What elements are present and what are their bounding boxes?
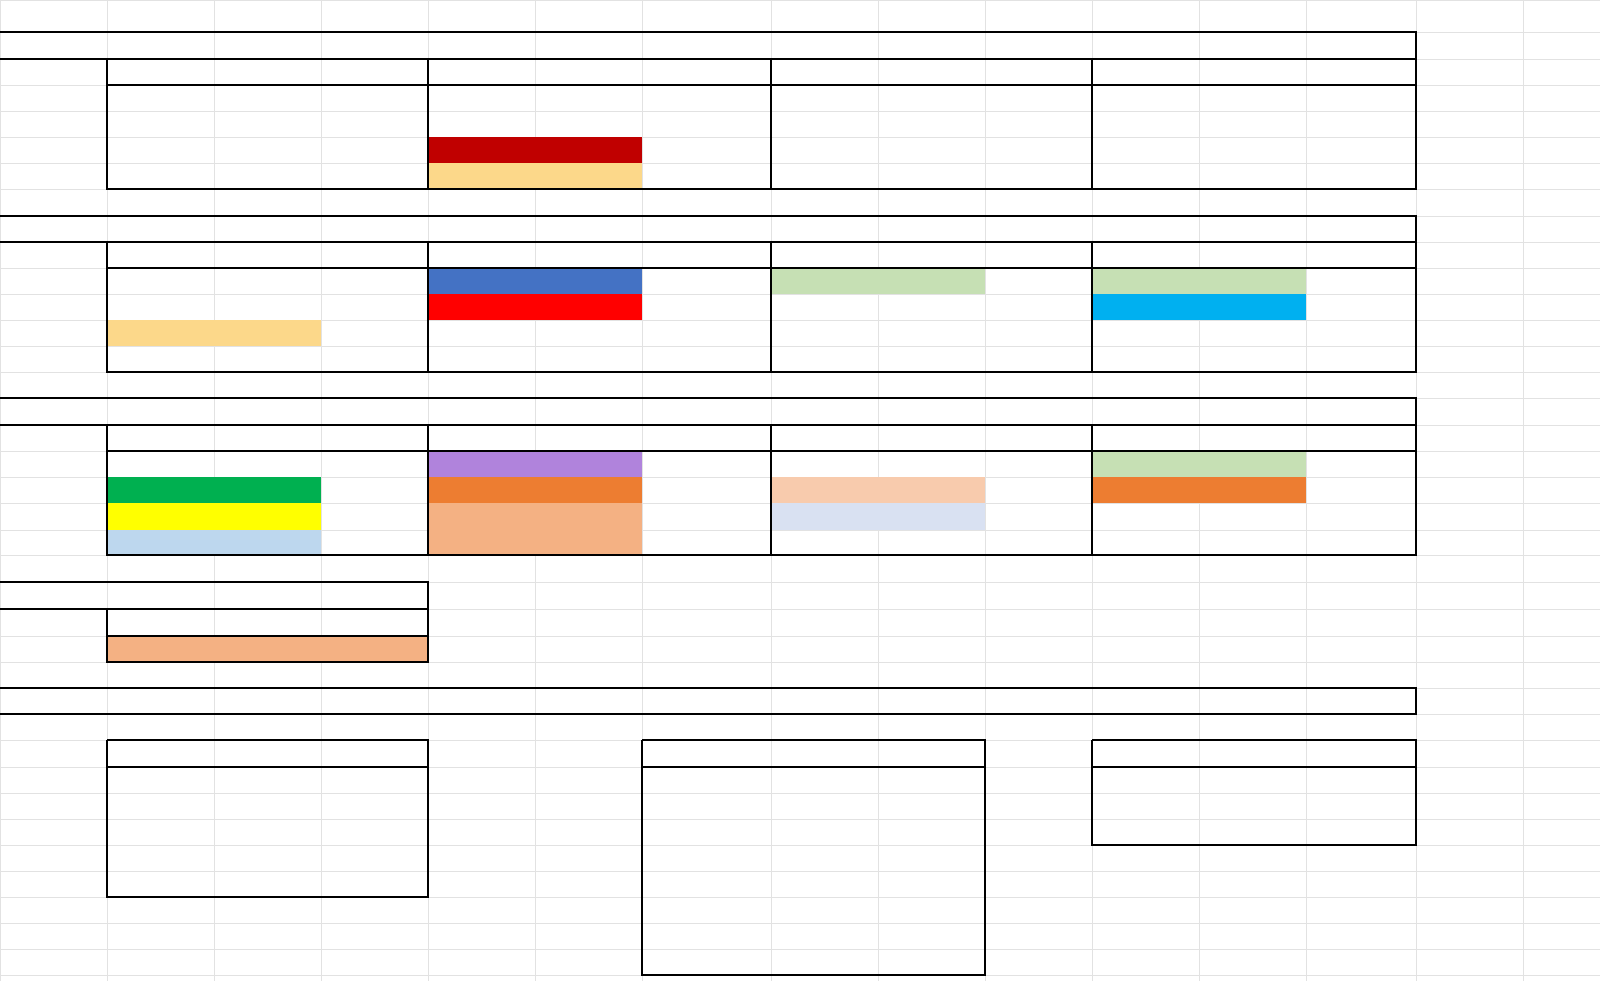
col-header-trainer — [1306, 242, 1416, 268]
col-header-team — [214, 740, 321, 767]
time-cell — [107, 451, 214, 477]
col-header-team — [878, 59, 985, 85]
col-header-team — [1199, 242, 1306, 268]
col-header-tijden — [1092, 242, 1199, 268]
section-title — [0, 688, 214, 714]
time-cell — [642, 845, 771, 871]
time-cell — [1092, 163, 1199, 189]
day-label — [0, 398, 107, 425]
time-cell — [771, 85, 878, 111]
zaal-venue-zondag-noordster — [642, 714, 985, 740]
trainer-cell — [1306, 451, 1416, 477]
time-cell — [642, 767, 771, 793]
trainer-cell — [1306, 477, 1416, 503]
trainer-cell — [321, 477, 428, 503]
team-cell — [1199, 294, 1306, 320]
time-cell — [642, 949, 771, 975]
trainer-cell — [985, 268, 1092, 294]
col-header-trainer — [1306, 740, 1416, 767]
col-header-tijden — [771, 425, 878, 451]
field-label — [1199, 32, 1306, 59]
col-header-team — [535, 59, 642, 85]
time-cell — [771, 320, 878, 346]
col-header-trainer — [878, 740, 985, 767]
time-cell — [107, 268, 214, 294]
trainer-cell — [878, 767, 985, 793]
gridline-v — [0, 0, 1, 981]
col-header-tijden — [428, 59, 535, 85]
time-cell — [1092, 294, 1199, 320]
col-header-team — [535, 425, 642, 451]
time-cell — [107, 767, 214, 793]
time-cell — [1092, 451, 1199, 477]
time-cell — [1092, 320, 1199, 346]
col-header-trainer — [321, 609, 428, 636]
trainer-cell — [321, 793, 428, 819]
time-cell — [642, 897, 771, 923]
col-header-team — [1199, 425, 1306, 451]
notice-text — [214, 688, 1416, 714]
time-cell — [428, 111, 535, 137]
col-header-tijden — [107, 242, 214, 268]
col-header-tijden — [771, 242, 878, 268]
col-header-team — [535, 242, 642, 268]
day-label — [0, 582, 107, 609]
field-label — [214, 216, 321, 242]
team-cell — [214, 845, 321, 871]
field-label — [878, 216, 985, 242]
note-cell — [1416, 451, 1600, 477]
time-cell — [428, 451, 535, 477]
col-header-tijden — [428, 242, 535, 268]
note-cell — [1416, 268, 1600, 294]
team-cell — [1199, 451, 1306, 477]
col-header-team — [1199, 59, 1306, 85]
team-cell — [1199, 819, 1306, 845]
team-cell — [214, 871, 321, 897]
time-cell — [428, 530, 535, 555]
col-header-trainer — [642, 242, 771, 268]
team-cell — [771, 793, 878, 819]
team-cell — [535, 294, 642, 320]
time-cell — [1092, 477, 1199, 503]
time-cell — [107, 477, 214, 503]
col-header-team — [1199, 740, 1306, 767]
col-header-tijden — [1092, 59, 1199, 85]
team-cell — [771, 767, 878, 793]
field-label — [878, 32, 985, 59]
open-close-label — [1416, 32, 1600, 59]
time-cell — [107, 503, 214, 530]
team-cell — [1199, 793, 1306, 819]
trainer-cell — [642, 503, 771, 530]
col-header-tijden — [107, 740, 214, 767]
trainer-cell — [878, 819, 985, 845]
trainer-cell — [985, 503, 1092, 530]
time-cell — [642, 871, 771, 897]
time-cell — [428, 346, 535, 372]
time-cell — [771, 163, 878, 189]
trainer-cell — [321, 530, 428, 555]
col-header-team — [214, 242, 321, 268]
col-header-tijden — [642, 740, 771, 767]
col-header-trainer — [985, 59, 1092, 85]
time-cell — [428, 477, 535, 503]
team-cell — [878, 503, 985, 530]
col-header-trainer — [985, 242, 1092, 268]
col-header-trainer — [642, 59, 771, 85]
team-cell — [771, 949, 878, 975]
team-cell — [214, 636, 321, 662]
time-cell — [428, 268, 535, 294]
time-cell — [642, 819, 771, 845]
time-cell — [107, 137, 214, 163]
team-cell — [771, 819, 878, 845]
trainer-cell — [1306, 819, 1416, 845]
time-cell — [428, 137, 535, 163]
time-cell — [771, 137, 878, 163]
time-cell — [428, 163, 535, 189]
trainer-cell — [321, 871, 428, 897]
team-cell — [771, 871, 878, 897]
time-cell — [1092, 530, 1199, 555]
col-header-trainer — [985, 425, 1092, 451]
trainer-cell — [1306, 767, 1416, 793]
col-header-trainer — [321, 425, 428, 451]
team-cell — [771, 897, 878, 923]
trainer-cell — [642, 530, 771, 555]
trainer-cell — [985, 477, 1092, 503]
time-cell — [107, 85, 214, 111]
time-cell — [107, 294, 214, 320]
team-cell — [1199, 767, 1306, 793]
trainer-cell — [1306, 793, 1416, 819]
trainer-cell — [321, 320, 428, 346]
time-cell — [107, 530, 214, 555]
col-header-team — [214, 609, 321, 636]
field-label — [214, 32, 321, 59]
time-cell — [1092, 767, 1199, 793]
border-h — [107, 371, 1417, 373]
col-header-tijden — [1092, 740, 1199, 767]
field-label — [1199, 216, 1306, 242]
field-label — [1199, 398, 1306, 425]
team-cell — [771, 923, 878, 949]
zaal-day-zondag-gymzaal — [985, 714, 1092, 740]
field-label — [535, 32, 642, 59]
note-cell — [1416, 137, 1600, 163]
time-cell — [771, 477, 878, 503]
time-cell — [428, 85, 535, 111]
team-cell — [535, 268, 642, 294]
col-header-trainer — [1306, 59, 1416, 85]
field-label — [535, 216, 642, 242]
time-cell — [107, 793, 214, 819]
team-cell — [535, 137, 642, 163]
trainer-cell — [878, 923, 985, 949]
team-cell — [535, 451, 642, 477]
time-cell — [107, 845, 214, 871]
trainer-cell — [642, 451, 771, 477]
trainer-cell — [321, 819, 428, 845]
col-header-tijden — [107, 425, 214, 451]
col-header-trainer — [642, 425, 771, 451]
trainer-cell — [1306, 268, 1416, 294]
col-header-trainer — [1306, 425, 1416, 451]
team-cell — [1199, 477, 1306, 503]
team-cell — [1199, 268, 1306, 294]
field-label — [214, 398, 321, 425]
zaal-day-zaterdag — [0, 714, 107, 740]
col-header-team — [214, 59, 321, 85]
time-cell — [107, 346, 214, 372]
time-cell — [1092, 819, 1199, 845]
trainer-cell — [878, 949, 985, 975]
time-cell — [107, 111, 214, 137]
trainer-cell — [878, 845, 985, 871]
col-header-trainer — [321, 59, 428, 85]
time-cell — [771, 268, 878, 294]
team-cell — [214, 530, 321, 555]
col-header-trainer — [321, 242, 428, 268]
col-header-tijden — [428, 425, 535, 451]
zaal-venue-zondag-gymzaal — [1092, 714, 1416, 740]
team-cell — [771, 845, 878, 871]
time-cell — [771, 346, 878, 372]
time-cell — [771, 451, 878, 477]
time-cell — [771, 503, 878, 530]
time-cell — [642, 923, 771, 949]
trainer-cell — [642, 268, 771, 294]
note-cell — [1416, 163, 1600, 189]
trainer-cell — [1306, 294, 1416, 320]
time-cell — [428, 320, 535, 346]
team-cell — [214, 320, 321, 346]
trainer-cell — [642, 163, 771, 189]
field-label — [535, 398, 642, 425]
day-label — [0, 216, 107, 242]
time-cell — [107, 636, 214, 662]
col-header-trainer — [321, 740, 428, 767]
page-title — [0, 0, 1416, 32]
trainer-cell — [878, 793, 985, 819]
zaal-day-zondag-noordster — [535, 714, 642, 740]
time-cell — [1092, 268, 1199, 294]
time-cell — [107, 871, 214, 897]
team-cell — [535, 503, 642, 530]
trainer-cell — [321, 845, 428, 871]
team-cell — [214, 477, 321, 503]
time-cell — [642, 793, 771, 819]
time-cell — [428, 503, 535, 530]
time-cell — [1092, 111, 1199, 137]
col-header-tijden — [107, 59, 214, 85]
trainer-cell — [878, 897, 985, 923]
time-cell — [1092, 503, 1199, 530]
team-cell — [214, 819, 321, 845]
col-header-tijden — [107, 609, 214, 636]
note-cell — [1416, 346, 1600, 372]
trainer-cell — [321, 767, 428, 793]
team-cell — [878, 477, 985, 503]
team-cell — [214, 793, 321, 819]
note-cell — [1416, 530, 1600, 555]
field-label — [878, 398, 985, 425]
time-cell — [771, 111, 878, 137]
time-cell — [1092, 85, 1199, 111]
time-cell — [771, 294, 878, 320]
field-label — [214, 582, 321, 609]
col-header-team — [771, 740, 878, 767]
time-cell — [1092, 346, 1199, 372]
zaal-venue-zaterdag — [107, 714, 428, 740]
time-cell — [107, 163, 214, 189]
time-cell — [428, 294, 535, 320]
col-header-tijden — [1092, 425, 1199, 451]
trainer-cell — [642, 477, 771, 503]
trainer-cell — [642, 294, 771, 320]
team-cell — [878, 268, 985, 294]
team-cell — [535, 163, 642, 189]
col-header-team — [878, 242, 985, 268]
team-cell — [535, 530, 642, 555]
col-header-team — [878, 425, 985, 451]
time-cell — [1092, 137, 1199, 163]
day-label — [0, 32, 107, 59]
team-cell — [535, 477, 642, 503]
time-cell — [1092, 793, 1199, 819]
time-cell — [107, 320, 214, 346]
col-header-team — [214, 425, 321, 451]
time-cell — [771, 530, 878, 555]
col-header-tijden — [771, 59, 878, 85]
trainer-cell — [642, 137, 771, 163]
trainer-cell — [321, 503, 428, 530]
team-cell — [214, 767, 321, 793]
time-cell — [107, 819, 214, 845]
team-cell — [214, 503, 321, 530]
trainer-cell — [878, 871, 985, 897]
